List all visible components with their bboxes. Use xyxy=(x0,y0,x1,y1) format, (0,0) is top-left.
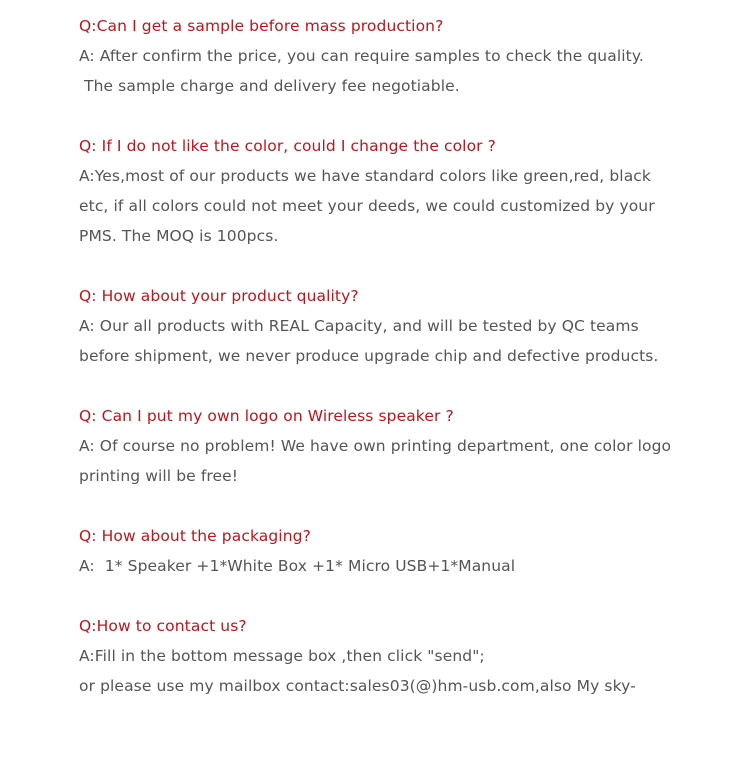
faq-answer-line: etc, if all colors could not meet your deeds, we could customized by your xyxy=(79,197,655,215)
faq-question: Q:How to contact us? xyxy=(79,617,247,635)
faq-question: Q: If I do not like the color, could I change the color ? xyxy=(79,137,497,155)
faq-question: Q: How about your product quality? xyxy=(79,287,359,305)
faq-item-packaging xyxy=(79,521,699,581)
faq-answer-line: A: 1* Speaker +1*White Box +1* Micro USB+1*Manual xyxy=(79,557,516,575)
faq-answer-line: A: Our all products with REAL Capacity, and will be tested by QC teams xyxy=(79,317,639,335)
faq-item-quality xyxy=(79,281,699,371)
faq-answer-line: PMS. The MOQ is 100pcs. xyxy=(79,227,279,245)
faq-item-contact xyxy=(79,611,699,701)
faq-answer-line: A: After confirm the price, you can require samples to check the quality. xyxy=(79,47,644,65)
faq-section xyxy=(79,11,699,731)
faq-answer-line: printing will be free! xyxy=(79,467,239,485)
faq-answer-line: A:Yes,most of our products we have standard colors like green,red, black xyxy=(79,167,651,185)
faq-question: Q: Can I put my own logo on Wireless speaker ? xyxy=(79,407,454,425)
faq-answer-line: A:Fill in the bottom message box ,then click "send"; xyxy=(79,647,485,665)
faq-answer-line: A: Of course no problem! We have own printing department, one color logo xyxy=(79,437,672,455)
faq-item-logo xyxy=(79,401,699,491)
faq-answer-line: or please use my mailbox contact:sales03(@)hm-usb.com,also My sky- xyxy=(79,677,636,695)
faq-item-sample xyxy=(79,11,699,101)
faq-question: Q: How about the packaging? xyxy=(79,527,311,545)
faq-answer-line: The sample charge and delivery fee negotiable. xyxy=(79,77,460,95)
faq-answer-line: before shipment, we never produce upgrade chip and defective products. xyxy=(79,347,659,365)
faq-item-color xyxy=(79,131,699,251)
faq-question: Q:Can I get a sample before mass production? xyxy=(79,17,444,35)
